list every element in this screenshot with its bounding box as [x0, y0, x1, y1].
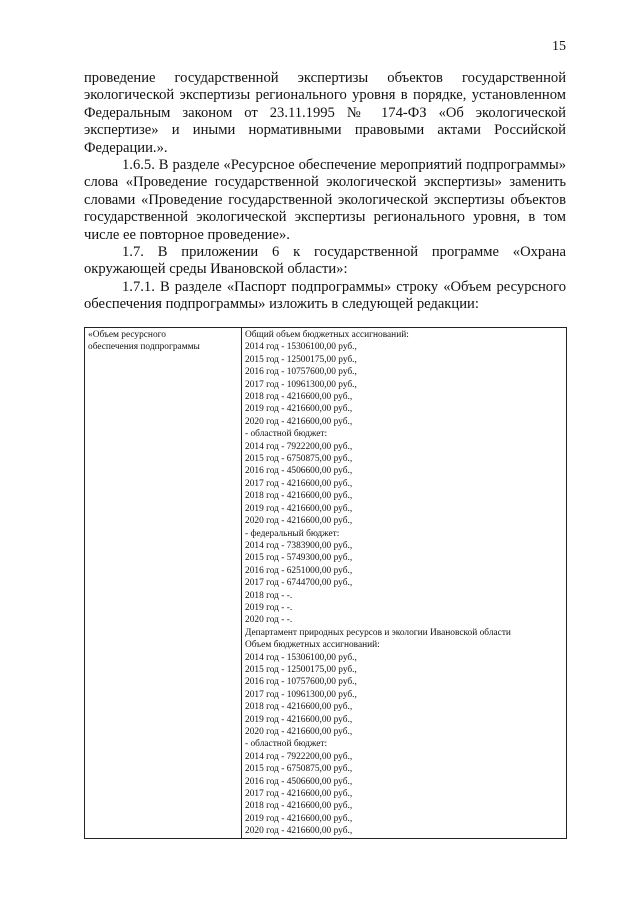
- table-line: 2016 год - 4506600,00 руб.,: [245, 776, 353, 787]
- table-line: 2016 год - 4506600,00 руб.,: [245, 466, 353, 477]
- table-line: - областной бюджет:: [245, 429, 328, 440]
- table-line: Общий объем бюджетных ассигнований:: [245, 330, 409, 340]
- table-line: - федеральный бюджет:: [245, 528, 340, 539]
- table-line: 2018 год - 4216600,00 руб.,: [245, 801, 353, 812]
- table-row: [85, 328, 567, 839]
- table-line: обеспечения подпрограммы: [88, 342, 200, 353]
- table-line: 2015 год - 12500175,00 руб.,: [245, 354, 357, 365]
- table-line: «Объем ресурсного: [88, 330, 166, 340]
- table-line: 2018 год - 4216600,00 руб.,: [245, 702, 353, 713]
- page-number: 15: [552, 39, 566, 54]
- table-line: 2020 год - 4216600,00 руб.,: [245, 826, 353, 837]
- paragraph: проведение государственной экспертизы объектов государственной экологической экспертизы регионального уровня в порядке, установленном Федеральным законом от 23.11.1995 № 174-ФЗ «Об экологической экспертизе» и иными нормативными правовыми актами Российской Федерации.».: [84, 70, 566, 156]
- table-line: 2019 год - -.: [245, 602, 293, 613]
- table-line: 2020 год - -.: [245, 615, 293, 626]
- table-line: 2020 год - 4216600,00 руб.,: [245, 416, 353, 427]
- document-body: [84, 70, 566, 314]
- table-line: 2016 год - 10757600,00 руб.,: [245, 677, 357, 688]
- table-line: 2016 год - 10757600,00 руб.,: [245, 367, 357, 378]
- table-line: 2014 год - 7383900,00 руб.,: [245, 540, 353, 551]
- table-line: 2020 год - 4216600,00 руб.,: [245, 727, 353, 737]
- table-line: 2015 год - 6750875,00 руб.,: [245, 454, 353, 465]
- table-line: 2019 год - 4216600,00 руб.,: [245, 404, 353, 415]
- paragraph: 1.7.1. В разделе «Паспорт подпрограммы» строку «Объем ресурсного обеспечения подпрограммы» изложить в следующей редакции:: [84, 278, 566, 313]
- table-line: - областной бюджет:: [245, 739, 328, 750]
- table-line: 2015 год - 5749300,00 руб.,: [245, 553, 353, 564]
- table-line: Объем бюджетных ассигнований:: [245, 640, 380, 651]
- table-line: 2017 год - 6744700,00 руб.,: [245, 578, 353, 589]
- table-line: 2017 год - 4216600,00 руб.,: [245, 789, 353, 800]
- paragraph: 1.6.5. В разделе «Ресурсное обеспечение мероприятий подпрограммы» слова «Проведение государственной экологической экспертизы» заменить словами «Проведение государственной экологической экспертизы объектов государственной экологической экспертизы регионального уровня, в том числе ее повторное проведение».: [84, 157, 566, 243]
- table-line: 2018 год - -.: [245, 590, 293, 601]
- table-value-cell: [242, 328, 567, 839]
- table-label-cell: [85, 328, 242, 839]
- table-line: 2014 год - 15306100,00 руб.,: [245, 652, 357, 663]
- table-line: 2014 год - 15306100,00 руб.,: [245, 342, 357, 353]
- table-line: 2018 год - 4216600,00 руб.,: [245, 392, 353, 403]
- table-line: 2014 год - 7922200,00 руб.,: [245, 751, 353, 762]
- table-line: 2020 год - 4216600,00 руб.,: [245, 516, 353, 527]
- table-line: 2017 год - 10961300,00 руб.,: [245, 379, 357, 390]
- table-line: 2017 год - 4216600,00 руб.,: [245, 478, 353, 489]
- paragraph: 1.7. В приложении 6 к государственной программе «Охрана окружающей среды Ивановской области»:: [84, 244, 566, 278]
- table-line: 2014 год - 7922200,00 руб.,: [245, 441, 353, 452]
- table-line: Департамент природных ресурсов и экологии Ивановской области: [245, 627, 511, 638]
- resource-table: [84, 327, 567, 839]
- table-line: 2015 год - 12500175,00 руб.,: [245, 664, 357, 675]
- table-line: 2015 год - 6750875,00 руб.,: [245, 764, 353, 775]
- table-line: 2016 год - 6251000,00 руб.,: [245, 565, 353, 576]
- table-line: 2017 год - 10961300,00 руб.,: [245, 689, 357, 700]
- table-line: 2019 год - 4216600,00 руб.,: [245, 714, 353, 725]
- table-line: 2019 год - 4216600,00 руб.,: [245, 503, 353, 514]
- table-line: 2019 год - 4216600,00 руб.,: [245, 813, 353, 824]
- table-line: 2018 год - 4216600,00 руб.,: [245, 491, 353, 502]
